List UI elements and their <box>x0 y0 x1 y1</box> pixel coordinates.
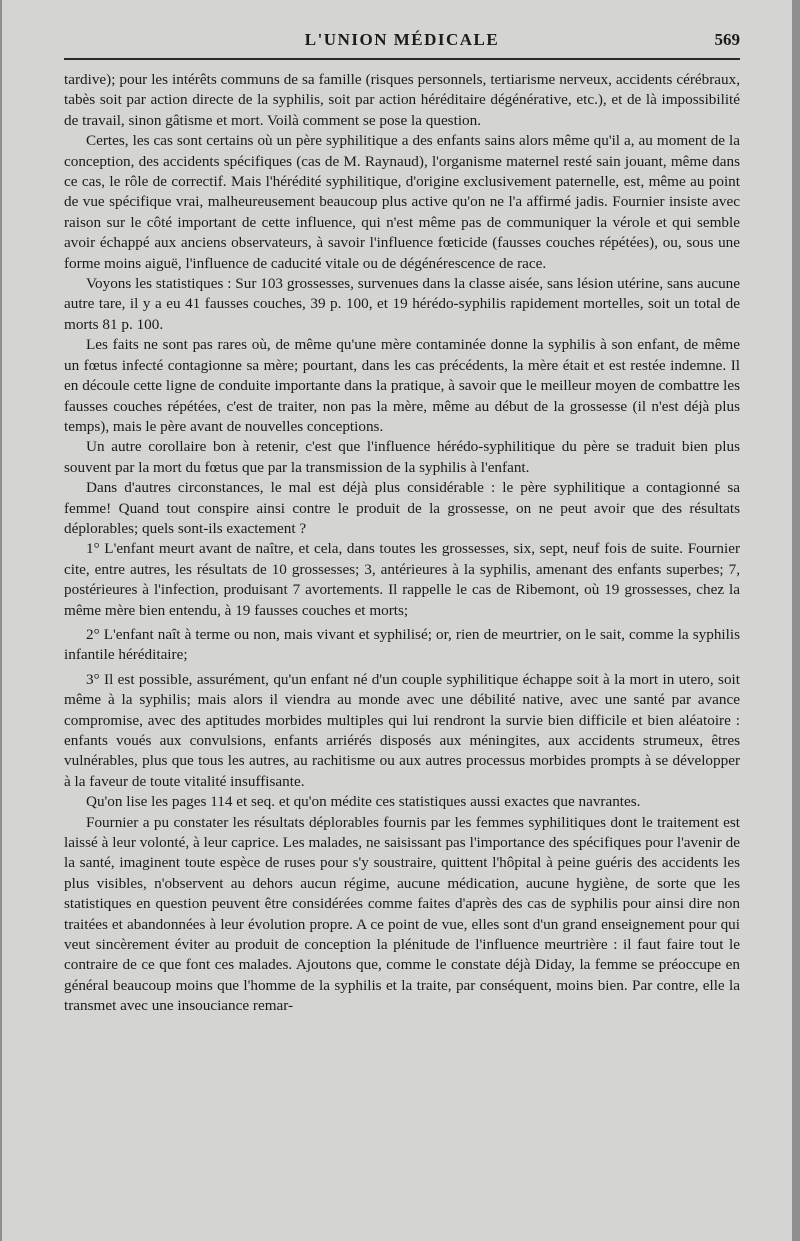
journal-title: L'UNION MÉDICALE <box>304 30 500 49</box>
page-number: 569 <box>714 30 740 49</box>
article-body <box>64 70 740 1017</box>
paragraph-4: Les faits ne sont pas rares où, de même qu'une mère contaminée donne la syphilis à son enfant, de même un fœtus infecté contagionne sa mère; pourtant, dans les cas précédents, la mère était et est restée indemne. Il en découle cette ligne de conduite importante dans la pratique, à savoir que le meilleur moyen de combattre les fausses couches répétées, c'est de traiter, non pas la mère, même au début de la grossesse (il n'est déjà plus temps), mais le père avant de nouvelles conceptions. <box>64 336 740 435</box>
paragraph-1: tardive); pour les intérêts communs de sa famille (risques personnels, tertiarisme nerveux, accidents cérébraux, tabès soit par action directe de la syphilis, soit par action héréditaire dégénérative, etc.), et de là impossibilité de travail, sinon gâtisme et mort. Voilà comment se pose la question. <box>64 71 740 129</box>
list-item-3: 3° Il est possible, assurément, qu'un enfant né d'un couple syphilitique échappe soit à la mort in utero, soit même à la syphilis; mais alors il viendra au monde avec une débilité native, avec une santé par avance compromise, avec des aptitudes morbides multiples qui lui rendront la survie bien difficile et bien aléatoire : enfants voués aux convulsions, enfants arriérés disposés aux méningites, aux accidents strumeux, êtres vulnérables, plus que tous les autres, au rachitisme ou aux autres processus morbides prompts à se développer à la faveur de toute vitalité insuffisante. <box>64 670 740 790</box>
header-rule <box>64 58 740 60</box>
paragraph-7: Qu'on lise les pages 114 et seq. et qu'on médite ces statistiques aussi exactes que navrantes. <box>86 793 641 811</box>
running-header <box>64 30 740 56</box>
paragraph-6: Dans d'autres circonstances, le mal est déjà plus considérable : le père syphilitique a contagionné sa femme! Quand tout conspire ainsi contre le produit de la grossesse, on ne peut avoir que des résultats déplorables; quels sont-ils exactement ? <box>64 479 740 537</box>
list-item-1: 1° L'enfant meurt avant de naître, et cela, dans toutes les grossesses, six, sept, neuf fois de suite. Fournier cite, entre autres, les résultats de 10 grossesses; 3, antérieures à la syphilis, amenant des enfants superbes; 7, postérieures à l'infection, produisant 7 avortements. Il rappelle le cas de Ribemont, où 19 grossesses, chez la même mère bien entendu, à 19 fausses couches et morts; <box>64 540 740 619</box>
paragraph-8: Fournier a pu constater les résultats déplorables fournis par les femmes syphilitiques dont le traitement est laissé à leur volonté, à leur caprice. Les malades, ne saisissant pas l'importance des spécifiques pour l'avenir de la santé, imaginent toute espèce de ruses pour s'y soustraire, quittent l'hôpital à peine guéris des accidents les plus visibles, n'observent au dehors aucun régime, aucune médication, aucune hygiène, de sorte que les statistiques en question peuvent être considérées comme faites d'après des cas de syphilis pour ainsi dire non traitées et abandonnées à leur évolution propre. A ce point de vue, elles sont d'un grand enseignement pour qui veut sincèrement éviter au produit de conception la plénitude de l'influence meurtrière : il faut faire tout le contraire de ce que font ces malades. Ajoutons que, comme le constate déjà Diday, la femme se préoccupe en général beaucoup moins que l'homme de la syphilis et la traite, par conséquent, moins bien. Par contre, elle la transmet avec une insouciance remar- <box>64 813 740 1015</box>
document-page <box>2 0 792 1241</box>
list-item-2: 2° L'enfant naît à terme ou non, mais vivant et syphilisé; or, rien de meurtrier, on le sait, comme la syphilis infantile héréditaire; <box>64 625 740 664</box>
paragraph-3: Voyons les statistiques : Sur 103 grossesses, survenues dans la classe aisée, sans lésion utérine, sans aucune autre tare, il y a eu 41 fausses couches, 39 p. 100, et 19 hérédo-syphilis rapidement mortelles, soit un total de morts 81 p. 100. <box>64 275 740 333</box>
paragraph-5: Un autre corollaire bon à retenir, c'est que l'influence hérédo-syphilitique du père se traduit bien plus souvent par la mort du fœtus que par la transmission de la syphilis à l'enfant. <box>64 438 740 476</box>
paragraph-2: Certes, les cas sont certains où un père syphilitique a des enfants sains alors même qu'il a, au moment de la conception, des accidents spécifiques (cas de M. Raynaud), l'organisme maternel resté sain jouant, même dans ce cas, le rôle de correctif. Mais l'hérédité syphilitique, d'origine exclusivement paternelle, est, même au point de vue spécifique vrai, malheureusement beaucoup plus active qu'on ne l'a affirmé jadis. Fournier insiste avec raison sur le côté important de cette influence, qui n'est même pas de communiquer la vérole et qui semble avoir échappé aux anciens observateurs, à savoir l'influence fœticide (fausses couches répétées), ou, sous une forme moins aiguë, l'influence de caducité vitale ou de dégénérescence de race. <box>64 132 740 272</box>
